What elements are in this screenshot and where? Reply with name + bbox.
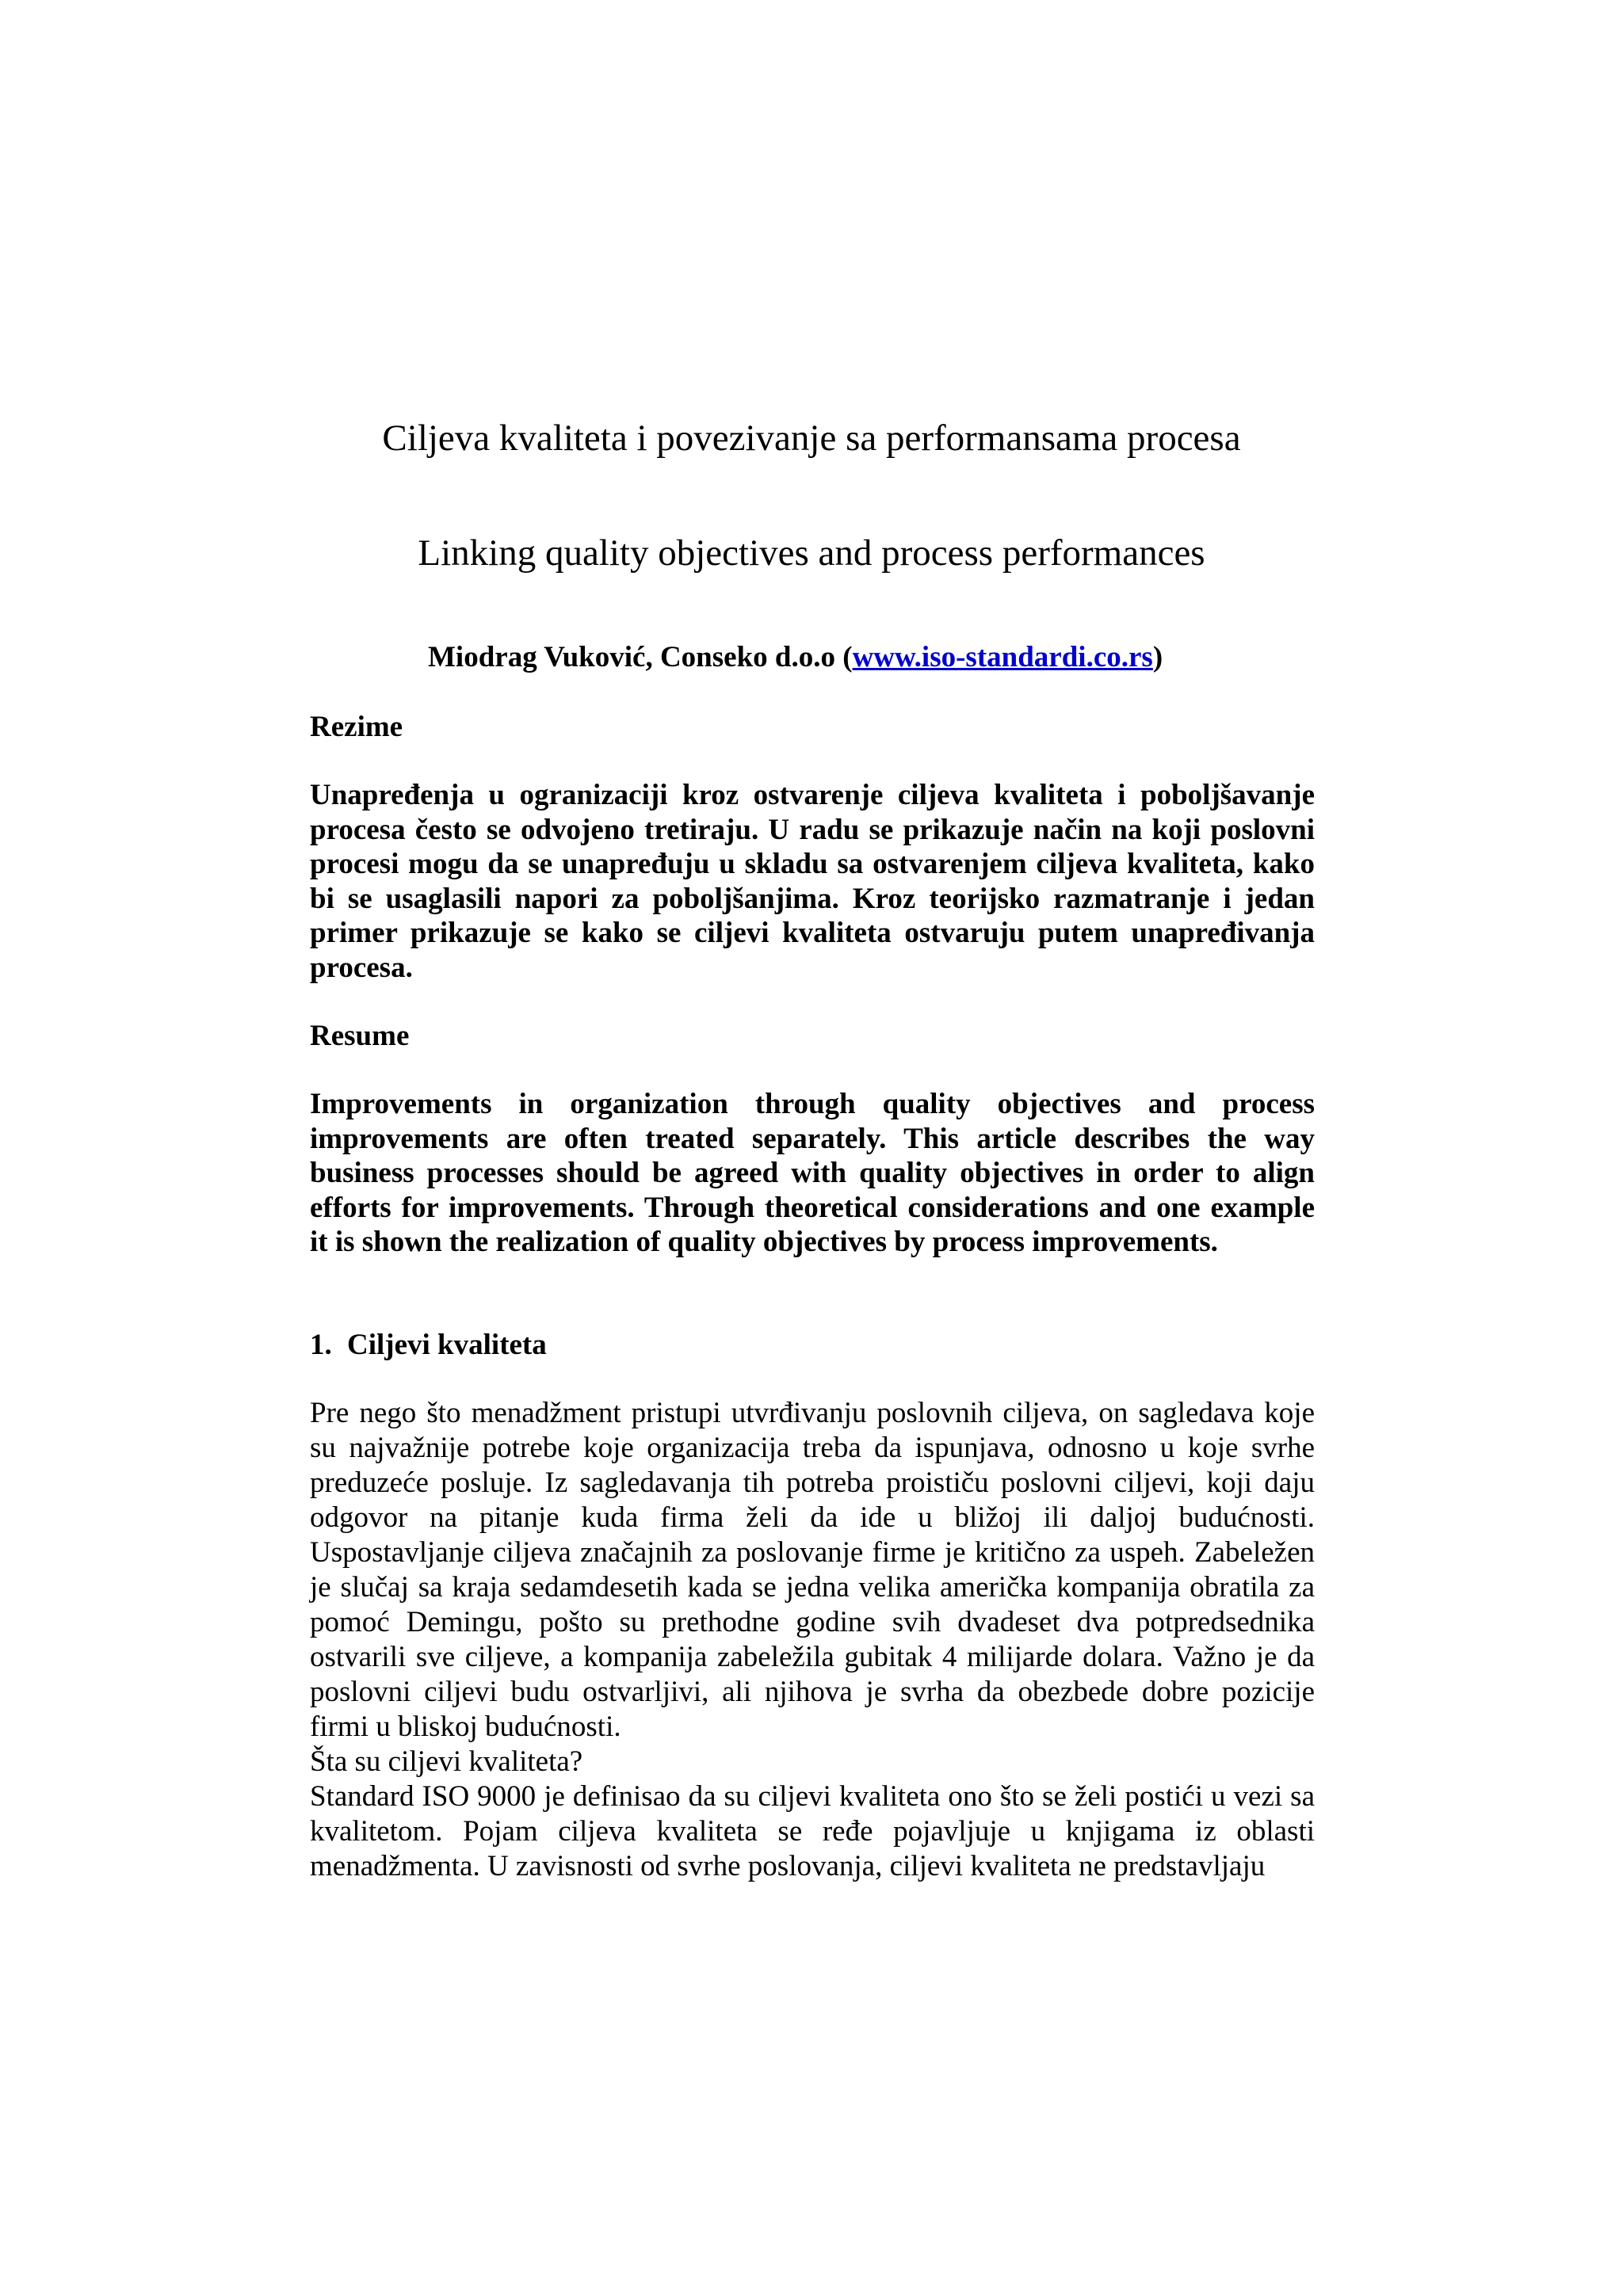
paper-title-serbian: Ciljeva kvaliteta i povezivanje sa performansama procesa <box>382 418 1241 459</box>
author-name: Miodrag Vuković, Conseko d.o.o ( <box>428 641 853 673</box>
section-1-heading <box>310 1327 1315 1363</box>
author-website-link[interactable]: www.iso-standardi.co.rs <box>852 641 1153 673</box>
rezime-abstract <box>310 778 1315 986</box>
resume-section <box>310 1018 1315 1055</box>
section-1-question: Šta su ciljevi kvaliteta? <box>310 1745 583 1778</box>
section-1 <box>310 1327 1315 1363</box>
paper-title-english: Linking quality objectives and process performances <box>418 532 1205 574</box>
rezime-heading: Rezime <box>310 711 403 743</box>
section-1-number: 1. <box>310 1329 332 1361</box>
section-1-paragraph-2: Standard ISO 9000 je definisao da su ciljevi kvaliteta ono što se želi postići u vezi sa kvalitetom. Pojam ciljeva kvaliteta se ređe pojavljuje u knjigama iz oblasti menadžmenta. U zavisnosti od svrhe poslovanja, ciljevi kvaliteta ne predstavljaju <box>310 1780 1315 1882</box>
resume-abstract <box>310 1087 1315 1260</box>
rezime-section <box>310 709 1315 746</box>
author-line <box>428 638 1537 677</box>
section-1-body <box>310 1396 1315 1884</box>
resume-heading: Resume <box>310 1020 410 1052</box>
section-1-paragraph-1: Pre nego što menadžment pristupi utvrđivanju poslovnih ciljeva, on sagledava koje su najvažnije potrebe koje organizacija treba da ispunjava, odnosno u koje svrhe preduzeće posluje. Iz sagledavanja tih potreba proističu poslovni ciljevi, koji daju odgovor na pitanje kuda firma želi da ide u bližoj ili daljoj budućnosti. Uspostavljanje ciljeva značajnih za poslovanje firme je kritično za uspeh. Zabeležen je slučaj sa kraja sedamdesetih kada se jedna velika američka kompanija obratila za pomoć Demingu, pošto su prethodne godine svih dvadeset dva potpredsednika ostvarili sve ciljeve, a kompanija zabeležila gubitak 4 milijarde dolara. Važno je da poslovni ciljevi budu ostvarljivi, ali njihova je svrha da obezbede dobre pozicije firmi u bliskoj budućnosti. <box>310 1397 1315 1743</box>
section-1-title: Ciljevi kvaliteta <box>347 1329 547 1361</box>
resume-text: Improvements in organization through quality objectives and process improvements are often treated separately. This article describes the way business processes should be agreed with quality objectives in order to align efforts for improvements. Through theoretical considerations and one example it is shown the realization of quality objectives by process improvements. <box>310 1088 1315 1259</box>
rezime-text: Unapređenja u ogranizaciji kroz ostvarenje ciljeva kvaliteta i poboljšavanje procesa često se odvojeno tretiraju. U radu se prikazuje način na koji poslovni procesi mogu da se unapređuju u skladu sa ostvarenjem ciljeva kvaliteta, kako bi se usaglasili napori za poboljšanjima. Kroz teorijsko razmatranje i jedan primer prikazuje se kako se ciljevi kvaliteta ostvaruju putem unapređivanja procesa. <box>310 779 1315 984</box>
author-close-paren: ) <box>1152 641 1163 673</box>
